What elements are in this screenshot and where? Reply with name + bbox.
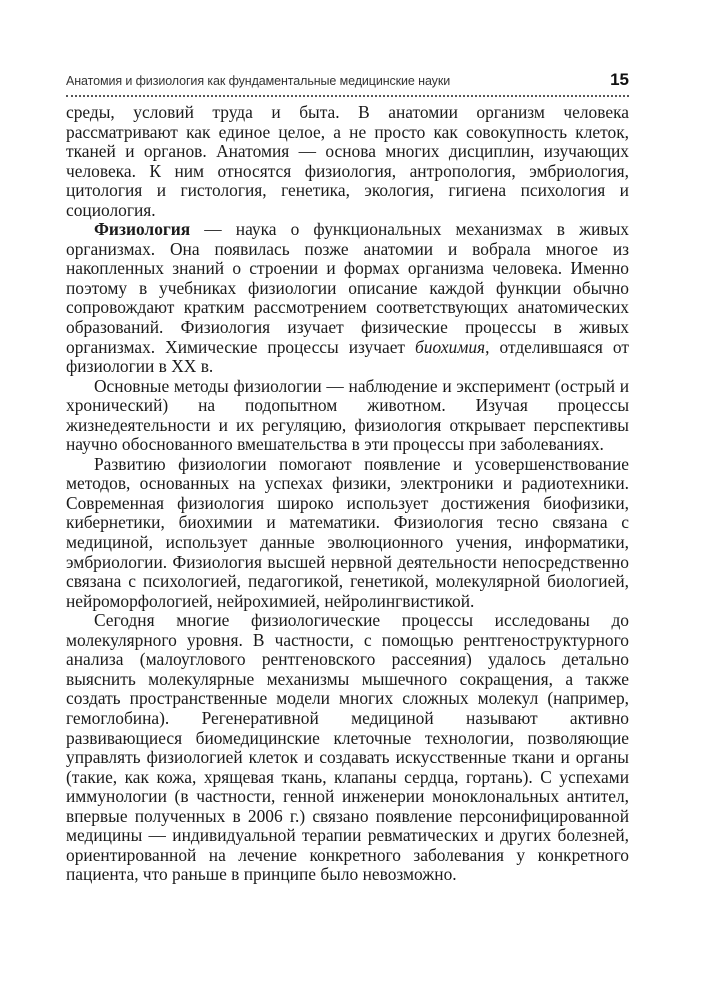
- emphasized-term: биохимия: [415, 336, 486, 357]
- running-title: Анатомия и физиология как фундаментальные медицинские науки: [66, 74, 451, 88]
- page-number: 15: [610, 70, 629, 89]
- paragraph-text: — наука о функциональных механизмах в живых организмах. Она появилась позже анатомии и вобрала многое из накопленных знаний о строении и формах организма человека. Именно поэтому в учебниках физиологии описание каждой функции обычно сопровождают кратким рассмотрением соответствующих анатомических образований. Физиология изучает физические процессы в живых организмах. Химические процессы изучает: [66, 219, 629, 357]
- paragraph: [66, 377, 629, 455]
- defined-term: Физиология: [94, 219, 191, 240]
- paragraph-text: Развитию физиологии помогают появление и усовершенствование методов, основанных на успехах физики, электроники и радиотехники. Современная физиология широко использует достижения биофизики, кибернетики, биохимии и математики. Физиология тесно связана с медициной, использует данные эволюционного учения, информатики, эмбриологии. Физиология высшей нервной деятельности непосредственно связана с психологией, педагогикой, генетикой, молекулярной биологией, нейроморфологией, нейрохимией, нейролингвистикой.: [66, 453, 629, 611]
- paragraph: [66, 220, 629, 376]
- main-text: [66, 103, 629, 885]
- paragraph: [66, 103, 629, 220]
- paragraph-text: Основные методы физиологии — наблюдение и эксперимент (острый и хронический) на подопытном животном. Изучая процессы жизнедеятельности и их регуляцию, физиология открывает перспективы научно обоснованного вмешательства в эти процессы при заболеваниях.: [66, 375, 629, 455]
- paragraph-text: среды, условий труда и быта. В анатомии организм человека рассматривают как единое целое, а не просто как совокупность клеток, тканей и органов. Анатомия — основа многих дисциплин, изучающих человека. К ним относятся физиология, антропология, эмбриология, цитология и гистология, генетика, экология, гигиена психология и социология.: [66, 102, 629, 220]
- paragraph: [66, 455, 629, 611]
- header-divider: [66, 95, 629, 97]
- paragraph: [66, 611, 629, 885]
- paragraph-text: Сегодня многие физиологические процессы исследованы до молекулярного уровня. В частности, с помощью рентгеноструктурного анализа (малоуглового рентгеновского рассеяния) удалось детально выяснить молекулярные механизмы мышечного сокращения, а также создать пространственные модели многих сложных молекул (например, гемоглобина). Регенеративной медициной называют активно развивающиеся биомедицинские клеточные технологии, позволяющие управлять физиологией клеток и создавать искусственные ткани и органы (такие, как кожа, хрящевая ткань, клапаны сердца, гортань). С успехами иммунологии (в частности, генной инженерии моноклональных антител, впервые полученных в 2006 г.) связано появление персонифицированной медицины — индивидуальной терапии ревматических и других болезней, ориентированной на лечение конкретного заболевания у конкретного пациента, что раньше в принципе было невозможно.: [66, 610, 629, 885]
- running-header: [66, 72, 629, 92]
- paragraph-text: , отделившаяся от физиологии в XX в.: [66, 336, 629, 377]
